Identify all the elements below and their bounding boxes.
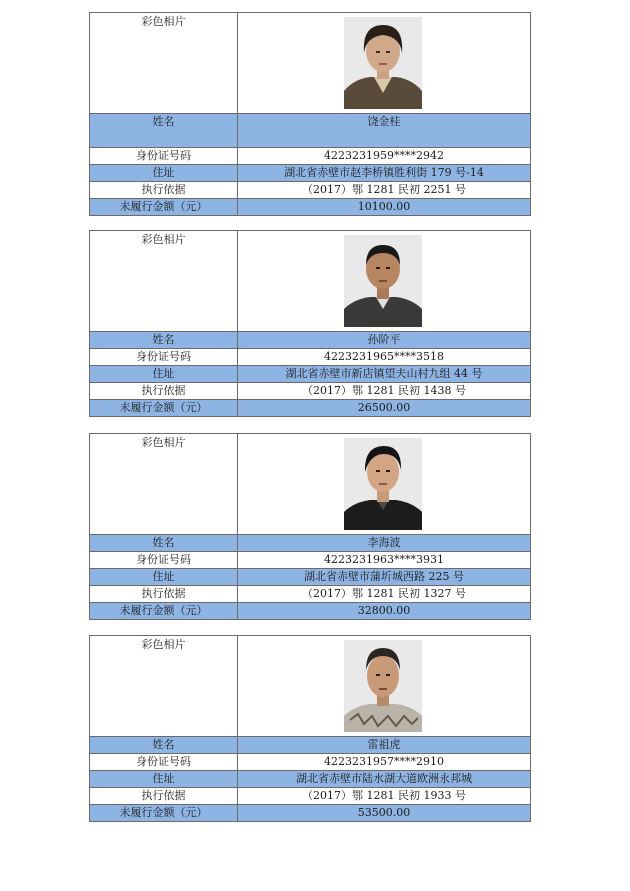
id-label: 身份证号码 bbox=[90, 552, 238, 568]
amount-value: 26500.00 bbox=[238, 400, 530, 416]
name-label: 姓名 bbox=[90, 114, 238, 147]
photo-row bbox=[90, 636, 530, 736]
name-label: 姓名 bbox=[90, 332, 238, 348]
record-card bbox=[89, 433, 531, 620]
basis-value: （2017）鄂 1281 民初 2251 号 bbox=[302, 183, 466, 196]
basis-row bbox=[90, 181, 530, 198]
name-row bbox=[90, 736, 530, 753]
basis-value: （2017）鄂 1281 民初 1327 号 bbox=[302, 587, 466, 600]
amount-row bbox=[90, 602, 530, 619]
photo-cell bbox=[238, 636, 530, 736]
amount-row bbox=[90, 804, 530, 821]
id-label: 身份证号码 bbox=[90, 148, 238, 164]
person-photo-icon bbox=[344, 235, 422, 327]
address-label: 住址 bbox=[90, 569, 238, 585]
address-row bbox=[90, 365, 530, 382]
name-label: 姓名 bbox=[90, 737, 238, 753]
name-value: 饶金桂 bbox=[238, 114, 530, 147]
basis-label: 执行依据 bbox=[90, 788, 238, 804]
id-row bbox=[90, 551, 530, 568]
amount-label: 未履行金额（元） bbox=[90, 400, 238, 416]
address-value: 湖北省赤壁市蒲圻城西路 225 号 bbox=[238, 569, 530, 585]
photo-cell bbox=[238, 13, 530, 113]
amount-value: 53500.00 bbox=[238, 805, 530, 821]
id-row bbox=[90, 753, 530, 770]
amount-value: 32800.00 bbox=[238, 603, 530, 619]
name-label: 姓名 bbox=[90, 535, 238, 551]
basis-row bbox=[90, 382, 530, 399]
amount-value: 10100.00 bbox=[238, 199, 530, 215]
basis-value: （2017）鄂 1281 民初 1933 号 bbox=[302, 789, 466, 802]
name-value: 李海波 bbox=[238, 535, 530, 551]
id-label: 身份证号码 bbox=[90, 349, 238, 365]
name-row bbox=[90, 113, 530, 147]
name-row bbox=[90, 331, 530, 348]
photo-row bbox=[90, 434, 530, 534]
amount-label: 未履行金额（元） bbox=[90, 199, 238, 215]
photo-label: 彩色相片 bbox=[90, 231, 238, 331]
name-value: 孙阶平 bbox=[238, 332, 530, 348]
basis-label: 执行依据 bbox=[90, 383, 238, 399]
photo-label: 彩色相片 bbox=[90, 636, 238, 736]
basis-label: 执行依据 bbox=[90, 586, 238, 602]
amount-row bbox=[90, 198, 530, 215]
address-label: 住址 bbox=[90, 165, 238, 181]
address-row bbox=[90, 164, 530, 181]
person-photo-icon bbox=[344, 640, 422, 732]
basis-row bbox=[90, 585, 530, 602]
photo-row bbox=[90, 13, 530, 113]
id-label: 身份证号码 bbox=[90, 754, 238, 770]
address-value: 湖北省赤壁市陆水湖大道欧洲永邦城 bbox=[238, 771, 530, 787]
basis-row bbox=[90, 787, 530, 804]
name-row bbox=[90, 534, 530, 551]
photo-label: 彩色相片 bbox=[90, 13, 238, 113]
address-value: 湖北省赤壁市新店镇望夫山村九组 44 号 bbox=[238, 366, 530, 382]
basis-label: 执行依据 bbox=[90, 182, 238, 198]
person-photo-icon bbox=[344, 438, 422, 530]
amount-label: 未履行金额（元） bbox=[90, 805, 238, 821]
photo-row bbox=[90, 231, 530, 331]
photo-cell bbox=[238, 434, 530, 534]
record-card bbox=[89, 12, 531, 216]
person-photo-icon bbox=[344, 17, 422, 109]
id-value: 4223231965****3518 bbox=[324, 350, 444, 363]
amount-label: 未履行金额（元） bbox=[90, 603, 238, 619]
photo-cell bbox=[238, 231, 530, 331]
address-label: 住址 bbox=[90, 366, 238, 382]
photo-label: 彩色相片 bbox=[90, 434, 238, 534]
address-row bbox=[90, 770, 530, 787]
record-card bbox=[89, 230, 531, 417]
id-value: 4223231957****2910 bbox=[324, 755, 444, 768]
amount-row bbox=[90, 399, 530, 416]
id-value: 4223231963****3931 bbox=[324, 553, 444, 566]
basis-value: （2017）鄂 1281 民初 1438 号 bbox=[302, 384, 466, 397]
address-label: 住址 bbox=[90, 771, 238, 787]
name-value: 雷祖虎 bbox=[238, 737, 530, 753]
id-value: 4223231959****2942 bbox=[324, 149, 444, 162]
record-card bbox=[89, 635, 531, 822]
id-row bbox=[90, 348, 530, 365]
address-row bbox=[90, 568, 530, 585]
id-row bbox=[90, 147, 530, 164]
address-value: 湖北省赤壁市赵李桥镇胜利街 179 号-14 bbox=[238, 165, 530, 181]
